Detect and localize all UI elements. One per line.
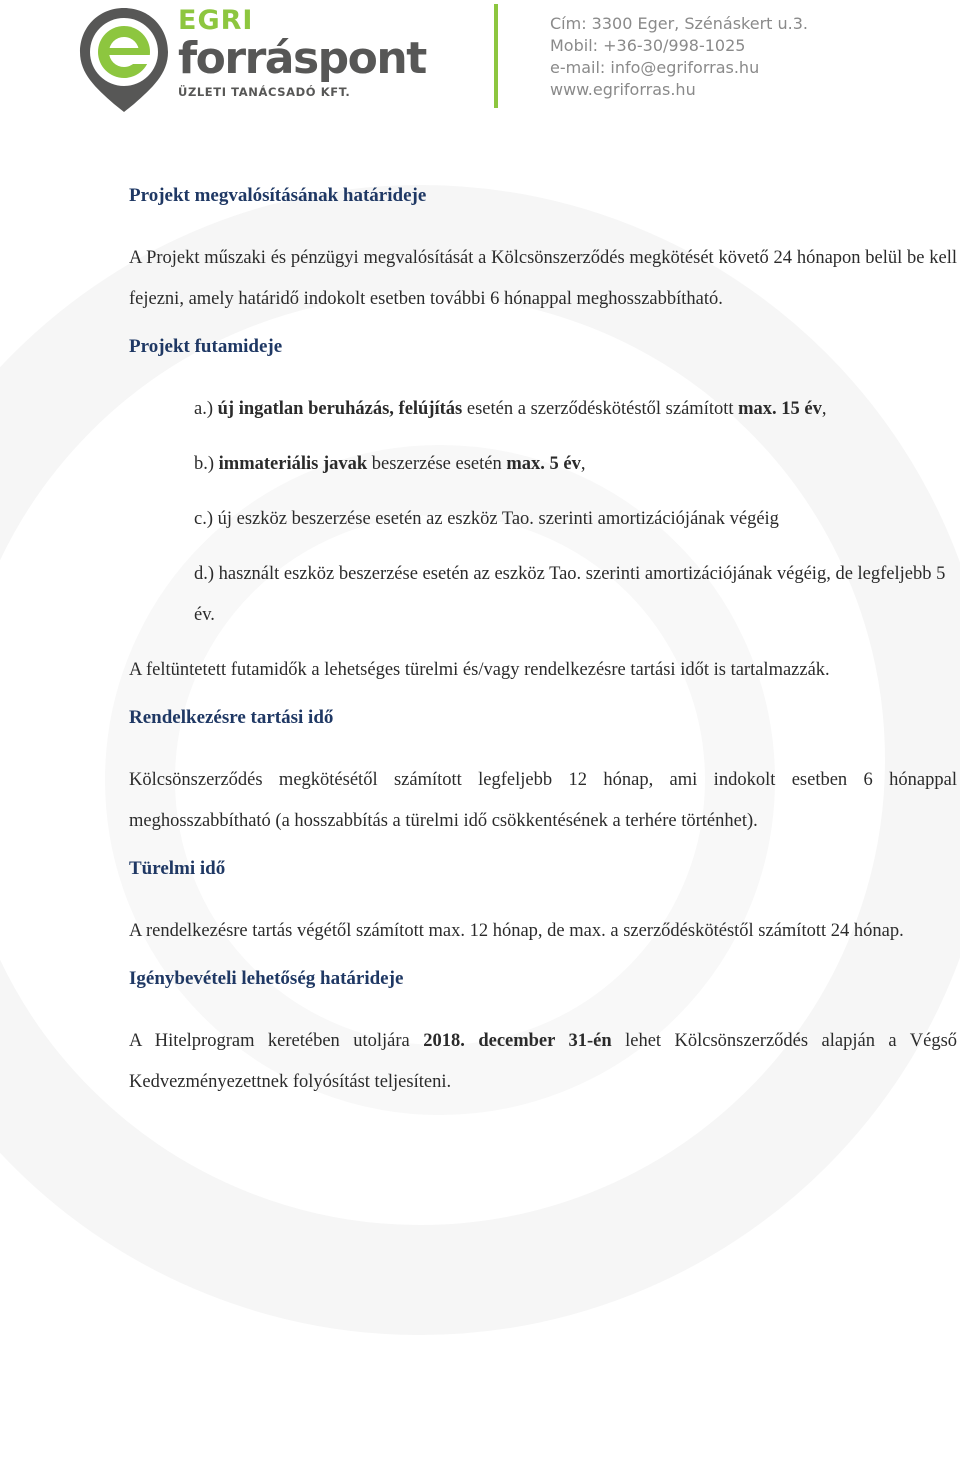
location-pin-e-icon bbox=[76, 4, 172, 114]
item-a-mid: esetén a szerződéskötéstől számított bbox=[462, 399, 739, 419]
contact-info bbox=[550, 13, 808, 101]
document-body bbox=[129, 183, 957, 1103]
brand-main: forráspont bbox=[178, 33, 426, 84]
paragraph-deadline: A Projekt műszaki és pénzügyi megvalósítását a Kölcsönszerződés megkötését követő 24 hónapon belül be kell fejezni, amely határidő indokolt esetben további 6 hónappal meghosszabbítható. bbox=[129, 248, 957, 309]
item-b-bold: immateriális javak bbox=[218, 454, 368, 474]
claim-post: lehet Kölcsönszerződés alapján a Végső Kedvezményezettnek folyósítást teljesíteni. bbox=[129, 1031, 958, 1092]
item-a-prefix: a.) bbox=[194, 399, 218, 419]
paragraph-term-note: A feltüntetett futamidők a lehetséges türelmi és/vagy rendelkezésre tartási időt is tartalmazzák. bbox=[129, 660, 830, 680]
item-b-end: , bbox=[580, 454, 586, 474]
term-item-d: d.) használt eszköz beszerzése esetén az eszköz Tao. szerinti amortizációjának végéig, de legfeljebb 5 év. bbox=[194, 564, 946, 625]
paragraph-grace: A rendelkezésre tartás végétől számított max. 12 hónap, de max. a szerződéskötéstől számított 24 hónap. bbox=[129, 921, 904, 941]
claim-pre: A Hitelprogram keretében utoljára bbox=[129, 1031, 424, 1051]
brand-name bbox=[178, 6, 426, 100]
term-item-c: c.) új eszköz beszerzése esetén az eszköz Tao. szerinti amortizációjának végéig bbox=[194, 509, 779, 529]
item-b-mid: beszerzése esetén bbox=[367, 454, 507, 474]
item-b-prefix: b.) bbox=[194, 454, 219, 474]
brand-sub: ÜZLETI TANÁCSADÓ KFT. bbox=[178, 85, 351, 99]
heading-deadline: Projekt megvalósításának határideje bbox=[129, 185, 427, 206]
paragraph-availability: Kölcsönszerződés megkötésétől számított legfeljebb 12 hónap, ami indokolt esetben 6 hónappal meghosszabbítható (a hosszabbítás a türelmi idő csökkentésének a terhére történhet). bbox=[129, 770, 957, 831]
heading-grace: Türelmi idő bbox=[129, 858, 226, 879]
heading-claim: Igénybevételi lehetőség határideje bbox=[129, 968, 404, 989]
letterhead bbox=[0, 0, 960, 120]
header-divider bbox=[494, 4, 498, 108]
item-a-end: , bbox=[821, 399, 827, 419]
item-b-bold2: max. 5 év bbox=[506, 454, 581, 474]
heading-term: Projekt futamideje bbox=[129, 336, 283, 357]
contact-mobile: Mobil: +36-30/998-1025 bbox=[550, 36, 746, 55]
contact-address: Cím: 3300 Eger, Szénáskert u.3. bbox=[550, 14, 808, 33]
heading-availability: Rendelkezésre tartási idő bbox=[129, 707, 334, 728]
claim-date: 2018. december 31-én bbox=[423, 1031, 612, 1051]
term-item-a bbox=[129, 389, 957, 430]
term-item-b bbox=[129, 444, 957, 485]
item-a-bold: új ingatlan beruházás, felújítás bbox=[217, 399, 463, 419]
item-a-bold2: max. 15 év bbox=[738, 399, 822, 419]
contact-web: www.egriforras.hu bbox=[550, 80, 696, 99]
contact-email: e-mail: info@egriforras.hu bbox=[550, 58, 760, 77]
brand-top: EGRI bbox=[178, 5, 254, 36]
paragraph-claim bbox=[129, 1021, 957, 1103]
